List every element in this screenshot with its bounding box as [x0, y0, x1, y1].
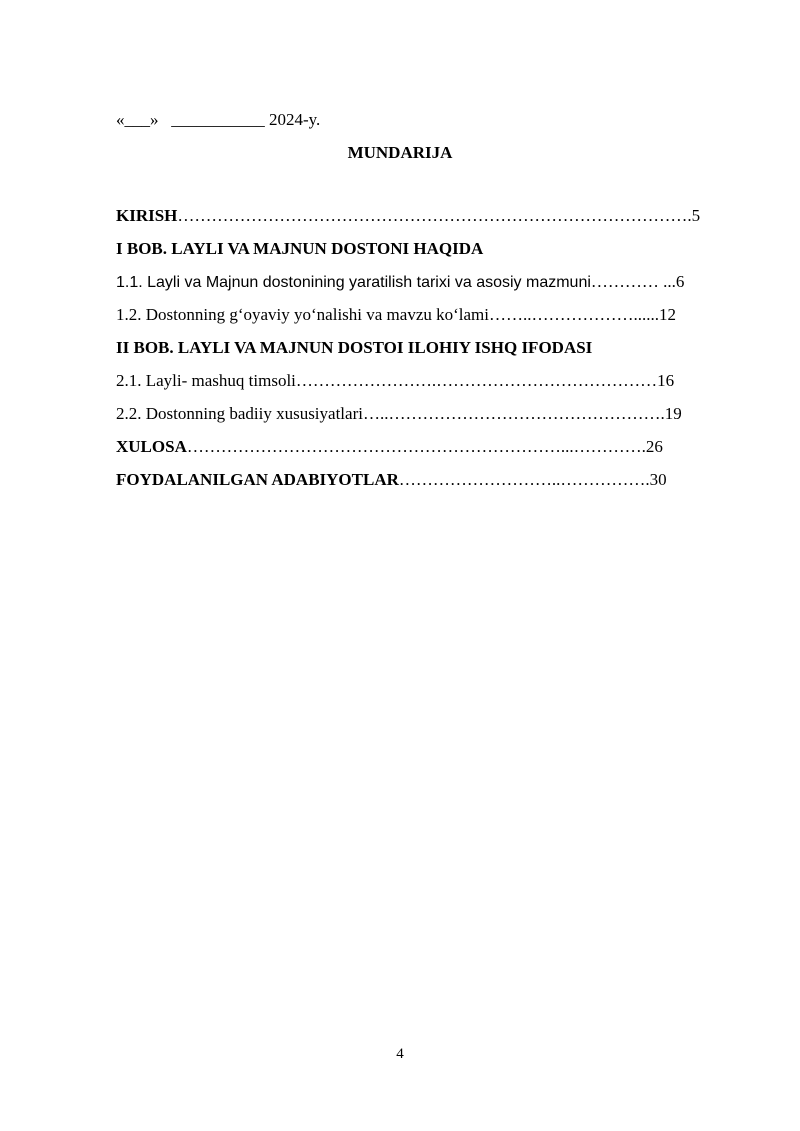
- page-number: 4: [396, 1046, 404, 1062]
- date-line: «___» ___________ 2024-y.: [116, 110, 321, 129]
- toc-leader-dots: ………………………..…………….: [398, 470, 650, 489]
- toc-page-number: 30: [649, 470, 667, 489]
- toc-page-number: 16: [657, 371, 675, 390]
- toc-entry-kirish[interactable]: [116, 206, 756, 227]
- toc-page-number: 19: [664, 404, 682, 423]
- toc-entry-1-2[interactable]: [116, 305, 756, 326]
- toc-leader-dots: ………… ...: [590, 272, 676, 291]
- toc-page-number: 6: [675, 272, 685, 291]
- toc-entry-label: 2.1. Layli- mashuq timsoli: [116, 371, 296, 390]
- toc-leader-dots: …………………………………………………………...………….: [186, 437, 646, 456]
- toc-entry-label: I BOB. LAYLI VA MAJNUN DOSTONI HAQIDA: [116, 239, 484, 258]
- toc-entry-label: II BOB. LAYLI VA MAJNUN DOSTOI ILOHIY ISHQ IFODASI: [116, 338, 593, 357]
- toc-entry-label: 1.1. Layli va Majnun dostonining yaratilish tarixi va asosiy mazmuni: [116, 274, 591, 291]
- table-of-contents: [116, 206, 756, 491]
- toc-leader-dots: ……..………………......: [489, 305, 659, 324]
- toc-page-number: 5: [691, 206, 701, 225]
- toc-entry-label: 1.2. Dostonning g‘oyaviy yo‘nalishi va mavzu ko‘lami: [116, 305, 489, 324]
- page-title: MUNDARIJA: [347, 143, 453, 162]
- toc-entry-2-2[interactable]: [116, 404, 756, 425]
- toc-leader-dots: …..………………………………………….: [362, 404, 665, 423]
- toc-leader-dots: ……………………………………………………………………………….: [177, 206, 692, 225]
- toc-entry-adabiyotlar[interactable]: [116, 470, 756, 491]
- toc-entry-xulosa[interactable]: [116, 437, 756, 458]
- toc-page-number: 26: [645, 437, 663, 456]
- toc-leader-dots: …………………….…………………………………: [295, 371, 658, 390]
- toc-entry-label: 2.2. Dostonning badiiy xususiyatlari: [116, 404, 363, 423]
- toc-page-number: 12: [659, 305, 676, 324]
- toc-chapter-1[interactable]: [116, 239, 756, 260]
- toc-entry-label: FOYDALANILGAN ADABIYOTLAR: [116, 470, 399, 489]
- toc-entry-label: KIRISH: [116, 206, 178, 225]
- toc-chapter-2[interactable]: [116, 338, 756, 359]
- toc-entry-2-1[interactable]: [116, 371, 756, 392]
- toc-entry-label: XULOSA: [116, 437, 187, 456]
- toc-entry-1-1[interactable]: [116, 272, 756, 293]
